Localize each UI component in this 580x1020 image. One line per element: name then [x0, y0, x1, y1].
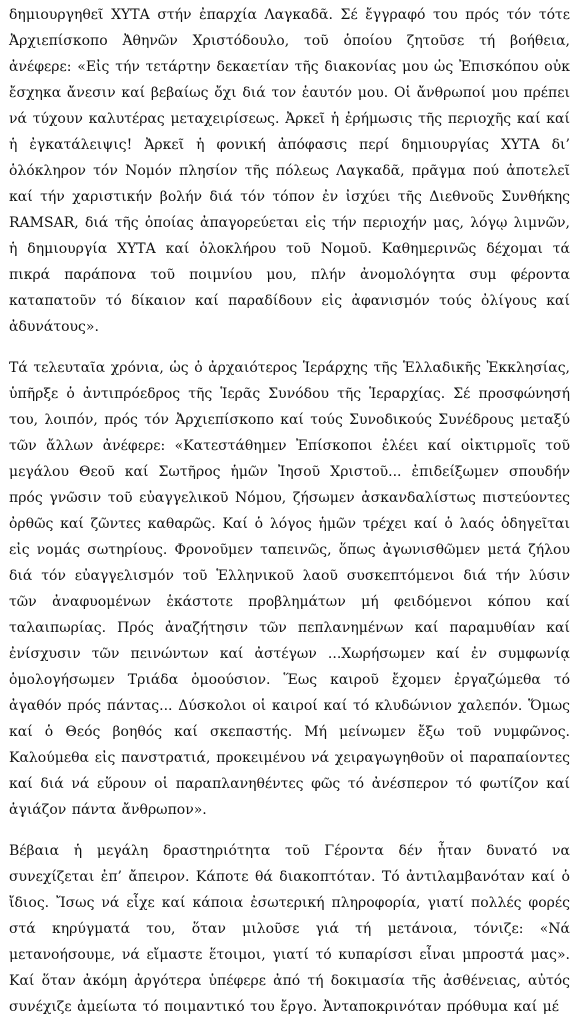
paragraph-synod-address: Τά τελευταῖα χρόνια, ὡς ὁ ἀρχαιότερος Ἱεράρχης τῆς Ἑλλαδικῆς Ἐκκλησίας, ὑπῆρξε ὁ ἀντιπρόεδρος τῆς Ἱερᾶς Συνόδου τῆς Ἱεραρχίας. Σέ προσφώνησή του, λοιπόν, πρός τόν Ἀρχιεπίσκοπο καί τούς Συνοδικούς Συνέδρους μεταξύ τῶν ἄλλων ἀνέφερε: «Κατεστάθημεν Ἐπίσκοποι ἐλέει καί οἰκτιρμοῖς τοῦ μεγάλου Θεοῦ καί Σωτῆρος ἡμῶν Ἰησοῦ Χριστοῦ... ἐπιδείξωμεν σπουδήν πρός γνῶσιν τοῦ εὐαγγελικοῦ Νόμου, ζήσωμεν ἀσκανδαλίστως πιστεύοντες ὀρθῶς καί ζῶντες καθαρῶς. Καί ὁ λόγος ἡμῶν τρέχει καί ὁ λαός ὁδηγεῖται εἰς νομάς σωτηρίους. Φρονοῦμεν ταπεινῶς, ὅπως ἀγωνισθῶμεν μετά ζήλου διά τόν εὐαγγελισμόν τοῦ Ἑλληνικοῦ λαοῦ συσκεπτόμενοι διά τήν λύσιν τῶν ἀναφυομένων ἑκάστοτε προβλημάτων μή φειδόμενοι κόπου καί ταλαιπωρίας. Πρός ἀναζήτησιν τῶν πεπλανημένων καί παραμυθίαν καί ἐνίσχυσιν τῶν πεινώντων καί ἀστέγων ...Χωρήσωμεν καί ἐν συμφωνίᾳ ὁμολογήσωμεν Τριάδα ὁμοούσιον. Ἕως καιροῦ ἔχομεν ἐργαζώμεθα τό ἀγαθόν πρός πάντας... Δύσκολοι οἱ καιροί καί τό κλυδώνιον χαλεπόν. Ὅμως καί ὁ Θεός βοηθός καί σκεπαστής. Μή μείνωμεν ἔξω τοῦ νυμφῶνος. Καλούμεθα εἰς πανστρατιά, προκειμένου νά χειραγωγηθοῦν οἱ παραπαίοντες καί διά νά εὕρουν οἱ παραπλανηθέντες φῶς τό ἀνέσπερον τό φωτίζον καί ἁγιάζον πάντα ἄνθρωπον». [9, 360, 570, 818]
paragraph-elder-activity: Βέβαια ἡ μεγάλη δραστηριότητα τοῦ Γέροντα δέν ἦταν δυνατό να συνεχίζεται ἐπ’ ἄπειρον. Κάποτε θά διακοπτόταν. Τό ἀντιλαμβανόταν καί ὁ ἴδιος. Ἴσως νά εἶχε καί κάποια ἐσωτερική πληροφορία, γιατί πολλές φορές στά κηρύγματά του, ὅταν μιλοῦσε γιά τή μετάνοια, τόνιζε: «Νά μετανοήσουμε, νά εἴμαστε ἕτοιμοι, γιατί τό κυπαρίσσι εἶναι μπροστά μας». Καί ὅταν ἀκόμη ἀργότερα ὑπέφερε ἀπό τή δοκιμασία τῆς ἀσθένειας, αὐτός συνέχιζε ἀμείωτα τό ποιμαντικό του ἔργο. Ἀνταποκρινόταν πρόθυμα καί μέ [9, 843, 570, 1015]
paragraph-xyta-letter: δημιουργηθεῖ ΧΥΤΑ στήν ἐπαρχία Λαγκαδᾶ. Σέ ἔγγραφό του πρός τόν τότε Ἀρχιεπίσκοπο Ἀθηνῶν Χριστόδουλο, τοῦ ὁποίου ζητοῦσε τή βοήθεια, ἀνέφερε: «Εἰς τήν τετάρτην δεκαετίαν τῆς διακονίας μου ὡς Ἐπισκόπου οὐκ ἔσχηκα ἄνεσιν καί βεβαίως ὄχι διά τον ἑαυτόν μου. Οἱ ἄνθρωποί μου πρέπει νά τύχουν καλυτέρας μεταχειρίσεως. Ἀρκεῖ ἡ ἐρήμωσις τῆς περιοχῆς καί καί ἡ ἐγκατάλειψις! Ἀρκεῖ ἡ φονική ἀπόφασις περί δημιουργίας ΧΥΤΑ δι’ ὁλόκληρον τόν Νομόν πλησίον τῆς πόλεως Λαγκαδᾶ, πρᾶγμα πού ἀποτελεῖ καί τήν χαριστικήν βολήν διά τόν τόπον ἐν ἰσχύει τῆς Διεθνοῦς Συνθήκης RAMSAR, διά τῆς ὁποίας ἀπαγορεύεται εἰς τήν περιοχήν μας, λόγῳ λιμνῶν, ἡ δημιουργία ΧΥΤΑ καί ὁλοκλήρου τοῦ Νομοῦ. Καθημερινῶς δέχομαι τά πικρά παράπονα τοῦ ποιμνίου μου, πλήν ἀνομολόγητα συμ φέροντα καταπατοῦν τό δίκαιον καί παραδίδουν εἰς ἀφανισμόν τούς ὀλίγους καί ἀδυνάτους». [9, 7, 570, 335]
